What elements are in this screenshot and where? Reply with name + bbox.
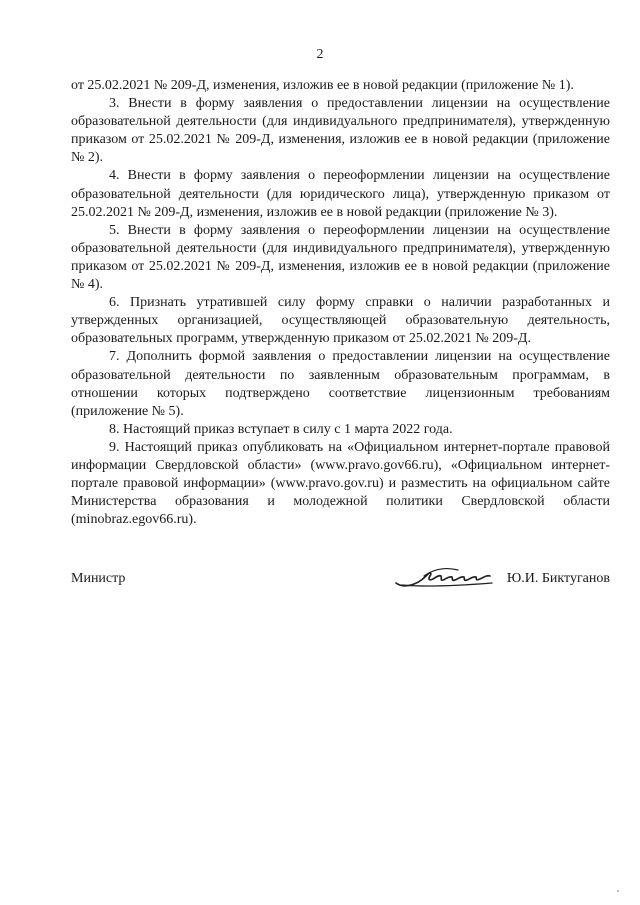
page-number: 2 [316,47,324,62]
paragraph-item-5: 5. Внести в форму заявления о переоформлении лицензии на осуществление образовательной деятельности (для индивидуального предпринимателя), утвержденную приказом от 25.02.2021 № 209-Д, изменения, изложив ее в новой редакции (приложение № 4). [71,222,610,293]
paragraph-item-3: 3. Внести в форму заявления о предоставлении лицензии на осуществление образовательной деятельности (для индивидуального предпринимателя), утвержденную приказом от 25.02.2021 № 209-Д, изменения, изложив ее в новой редакции (приложение № 2). [71,96,610,166]
paragraph-item-7: 7. Дополнить формой заявления о предоставлении лицензии на осуществление образовательной деятельности по заявленным образовательным программам, в отношении которых подтверждено соответствие лицензионным требованиям (приложение № 5). [71,349,610,419]
document-body [71,77,610,529]
signature-block [71,570,610,592]
signer-position: Министр [71,571,126,586]
handwritten-signature-icon [394,564,512,590]
paragraph-item-8: 8. Настоящий приказ вступает в силу с 1 марта 2022 года. [109,421,453,437]
paragraph-item-4: 4. Внести в форму заявления о переоформлении лицензии на осуществление образовательной деятельности (для юридического лица), утвержденную приказом от 25.02.2021 № 209-Д, изменения, изложив ее в новой редакции (приложение № 3). [71,168,610,220]
paragraph-item-9: 9. Настоящий приказ опубликовать на «Официальном интернет-портале правовой информации Свердловской области» (www.pravo.gov66.ru), «Официальном интернет-портале правовой информации» (www.pravo.gov.ru) и разместить на официальном сайте Министерства образования и молодежной политики Свердловской области (minobraz.egov66.ru). [71,439,610,528]
paragraph-continuation: от 25.02.2021 № 209-Д, изменения, изложив ее в новой редакции (приложение № 1). [71,78,574,93]
paragraph-item-6: 6. Признать утратившей силу форму справки о наличии разработанных и утвержденных организацией, осуществляющей образовательную деятельность, образовательных программ, утвержденную приказом от 25.02.2021 № 209-Д. [71,295,610,347]
signer-name: Ю.И. Биктуганов [506,571,610,586]
scan-artifact-icon [616,889,622,895]
